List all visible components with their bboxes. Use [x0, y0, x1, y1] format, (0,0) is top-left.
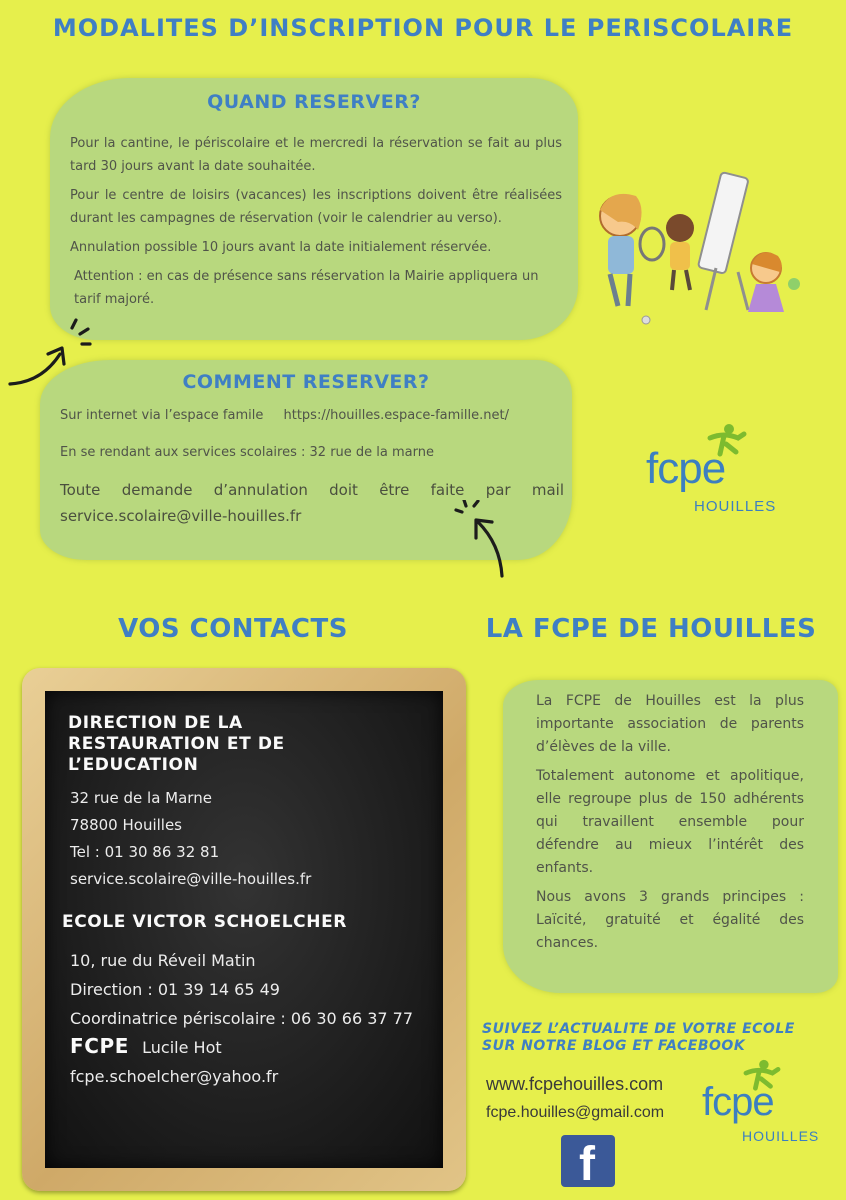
fcpe-paragraph-2: Totalement autonome et apolitique, elle regroupe plus de 150 adhérents qui travaillent ensemble pour défendre au mieux l’intérêt des enfants. — [536, 768, 804, 876]
houilles-logo-word-small: HOUILLES — [742, 1128, 820, 1144]
quand-paragraph-2: Pour le centre de loisirs (vacances) les inscriptions doivent être réalisées durant les campagnes de réservation (voir le calendrier au verso). — [70, 188, 562, 226]
email-link[interactable]: fcpe.houilles@gmail.com — [486, 1104, 665, 1121]
contacts-heading: VOS CONTACTS — [118, 614, 348, 644]
children-playing-illustration — [588, 160, 806, 330]
fcpe-paragraph-1: La FCPE de Houilles est la plus importante association de parents d’élèves de la ville. — [536, 693, 804, 755]
ecole-fcpe-contact — [70, 1033, 420, 1062]
comment-internet-row — [60, 404, 560, 427]
fcpe-contact-label: FCPE — [70, 1034, 130, 1058]
fcpe-section-heading: LA FCPE DE HOUILLES — [485, 614, 817, 644]
fcpe-contact-email[interactable]: fcpe.schoelcher@yahoo.fr — [70, 1067, 279, 1086]
suivez-heading — [482, 1021, 822, 1055]
suivez-line-1: SUIVEZ L’ACTUALITE DE VOTRE ECOLE — [482, 1021, 795, 1037]
page-title: MODALITES D’INSCRIPTION POUR LE PERISCOLAIRE — [52, 14, 794, 42]
fcpe-paragraph-3: Nous avons 3 grands principes : Laïcité, gratuité et égalité des chances. — [536, 889, 804, 951]
direction-email[interactable]: service.scolaire@ville-houilles.fr — [70, 870, 312, 888]
curved-arrow-up-icon — [452, 500, 522, 584]
direction-details — [70, 785, 430, 893]
ecole-details — [70, 946, 420, 1091]
quand-reserver-heading: QUAND RESERVER? — [207, 91, 421, 113]
quand-paragraph-1: Pour la cantine, le périscolaire et le mercredi la réservation se fait au plus tard 30 jours avant la date souhaitée. — [70, 136, 562, 174]
direction-title: DIRECTION DE LA RESTAURATION ET DE L’EDUCATION — [68, 713, 285, 775]
quand-paragraph-3: Annulation possible 10 jours avant la date initialement réservée. — [70, 240, 492, 255]
facebook-glyph: f — [579, 1138, 595, 1187]
services-scolaires-text: En se rendant aux services scolaires : 32 rue de la marne — [60, 445, 434, 460]
direction-city: 78800 Houilles — [70, 816, 182, 834]
ecole-title: ECOLE VICTOR SCHOELCHER — [62, 912, 347, 932]
website-link[interactable]: www.fcpehouilles.com — [486, 1074, 664, 1094]
quand-paragraph-4: Attention : en cas de présence sans réservation la Mairie appliquera un tarif majoré. — [74, 269, 539, 307]
fcpe-contact-name: Lucile Hot — [142, 1038, 222, 1057]
quand-reserver-text — [70, 132, 562, 317]
fcpe-panel-text — [536, 690, 804, 961]
ecole-address: 10, rue du Réveil Matin — [70, 951, 256, 970]
comment-reserver-heading: COMMENT RESERVER? — [182, 371, 430, 393]
ecole-direction-phone: Direction : 01 39 14 65 49 — [70, 980, 280, 999]
suivez-line-2: SUR NOTRE BLOG ET FACEBOOK — [482, 1038, 746, 1054]
houilles-logo-word: HOUILLES — [694, 498, 777, 515]
ecole-coordinatrice-phone: Coordinatrice périscolaire : 06 30 66 37 77 — [70, 1009, 414, 1028]
internet-label: Sur internet via l’espace famile — [60, 408, 264, 423]
fcpe-houilles-logo — [646, 422, 806, 522]
fcpe-logo-word-small: fcpe — [702, 1080, 774, 1124]
fcpe-houilles-logo-small — [700, 1058, 840, 1154]
direction-address: 32 rue de la Marne — [70, 789, 212, 807]
fcpe-logo-word: fcpe — [646, 444, 726, 493]
facebook-icon[interactable] — [561, 1135, 615, 1187]
espace-famille-link[interactable]: https://houilles.espace-famille.net/ — [283, 408, 509, 423]
annulation-text: Toute demande d’annulation doit être faite par mail service.scolaire@ville-houilles.fr — [60, 481, 564, 525]
direction-phone: Tel : 01 30 86 32 81 — [70, 843, 220, 861]
